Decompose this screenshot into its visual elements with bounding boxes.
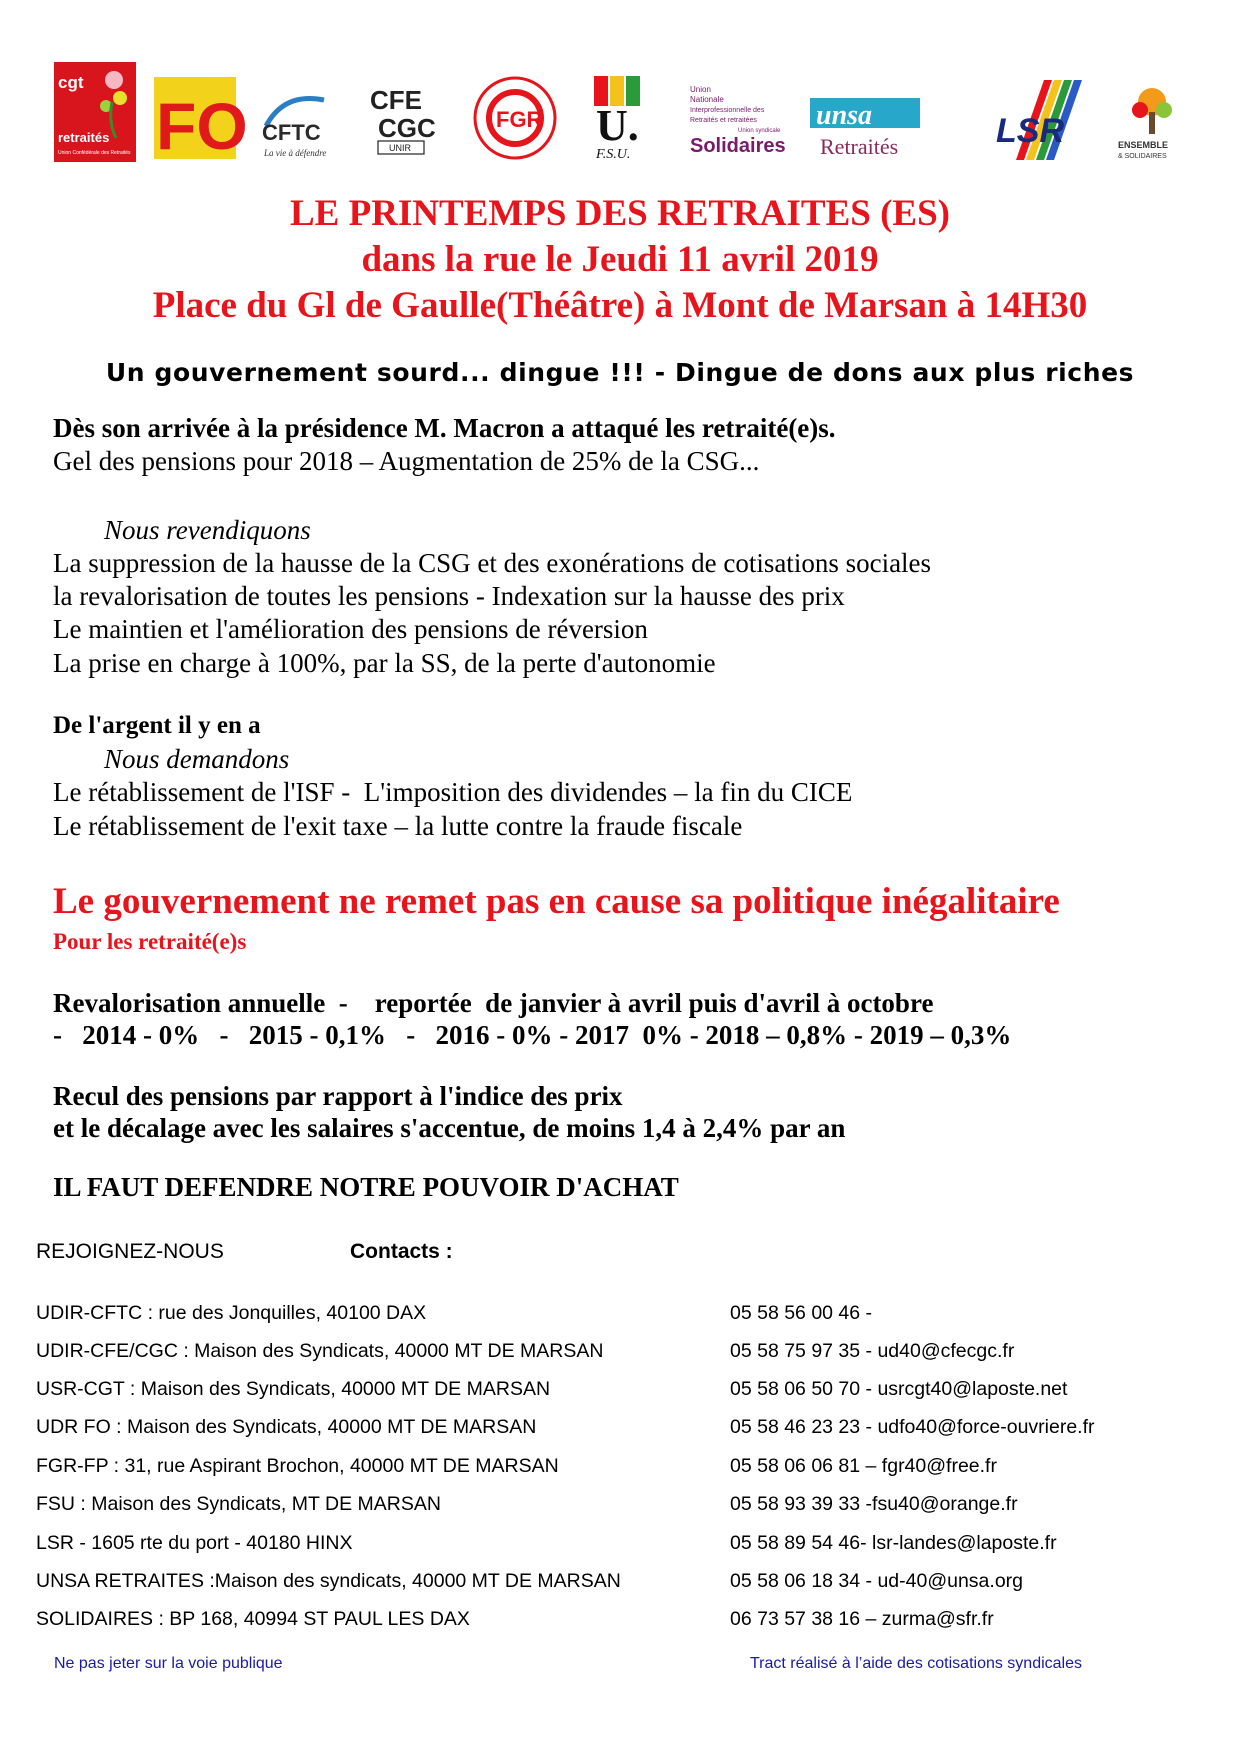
solidaires-line-2: Nationale — [690, 95, 724, 104]
contact-phone: 05 58 75 97 35 - ud40@cfecgc.fr — [730, 1340, 1015, 1362]
fo-logo — [152, 68, 248, 168]
cfe-text: CFE — [370, 85, 422, 115]
recul-line-2: et le décalage avec les salaires s'accentue, de moins 1,4 à 2,4% par an — [53, 1113, 846, 1143]
footer-left-note: Ne pas jeter sur la voie publique — [54, 1655, 283, 1672]
cftc-logo — [254, 76, 344, 176]
headline-line-2: dans la rue le Jeudi 11 avril 2019 — [361, 239, 879, 280]
contact-phone: 05 58 46 23 23 - udfo40@force-ouvriere.fr — [730, 1416, 1095, 1438]
revendiquons-item: Le maintien et l'amélioration des pensions de réversion — [53, 614, 648, 644]
contact-phone: 06 73 57 38 16 – zurma@sfr.fr — [730, 1608, 994, 1630]
politique-subheading: Pour les retraité(e)s — [53, 929, 247, 954]
demandons-item: Le rétablissement de l'ISF - L'imposition des dividendes – la fin du CICE — [53, 777, 853, 807]
unsa-logo — [810, 78, 920, 178]
cftc-text: CFTC — [262, 120, 321, 145]
cgt-text: cgt — [58, 73, 84, 92]
fsu-logo — [586, 68, 656, 168]
lsr-text: LSR — [996, 112, 1064, 150]
recul-line-1: Recul des pensions par rapport à l'indice des prix — [53, 1081, 623, 1111]
contact-address: UNSA RETRAITES :Maison des syndicats, 40000 MT DE MARSAN — [36, 1570, 621, 1592]
contact-address: SOLIDAIRES : BP 168, 40994 ST PAUL LES DAX — [36, 1608, 470, 1630]
demandons-heading: Nous demandons — [104, 744, 290, 774]
ensemble-text: ENSEMBLE — [1118, 140, 1169, 150]
solidaires-line-4: Retraités et retraitées — [690, 117, 757, 124]
contact-phone: 05 58 89 54 46- lsr-landes@laposte.fr — [730, 1532, 1057, 1554]
unsa-retraites-text: Retraités — [820, 134, 899, 159]
cgt-retraites-text: retraités — [58, 130, 110, 145]
cgt-small-text: Union Confédérale des Retraités — [58, 150, 131, 156]
footer-right-note: Tract réalisé à l’aide des cotisations syndicales — [750, 1655, 1083, 1672]
argent-bold-line: De l'argent il y en a — [53, 712, 261, 739]
unsa-text: unsa — [816, 100, 873, 131]
fsu-u-text: U. — [596, 101, 639, 150]
cftc-small-text: La vie à défendre — [264, 148, 327, 158]
contact-address: UDIR-CFTC : rue des Jonquilles, 40100 DAX — [36, 1302, 427, 1324]
contact-phone: 05 58 06 06 81 – fgr40@free.fr — [730, 1455, 997, 1477]
unir-text: UNIR — [389, 143, 411, 153]
revendiquons-item: La suppression de la hausse de la CSG et des exonérations de cotisations sociales — [53, 548, 932, 578]
contact-phone: 05 58 06 18 34 - ud-40@unsa.org — [730, 1570, 1024, 1592]
contact-phone: 05 58 93 39 33 -fsu40@orange.fr — [730, 1493, 1018, 1515]
contact-address: UDR FO : Maison des Syndicats, 40000 MT DE MARSAN — [36, 1416, 537, 1438]
politique-heading: Le gouvernement ne remet pas en cause sa politique inégalitaire — [53, 881, 1060, 922]
contact-address: UDIR-CFE/CGC : Maison des Syndicats, 40000 MT DE MARSAN — [36, 1340, 604, 1362]
contact-address: LSR - 1605 rte du port - 40180 HINX — [36, 1532, 353, 1554]
contact-phone: 05 58 06 50 70 - usrcgt40@laposte.net — [730, 1378, 1068, 1400]
headline-line-3: Place du Gl de Gaulle(Théâtre) à Mont de Marsan à 14H30 — [152, 285, 1088, 326]
cgc-text: CGC — [378, 113, 436, 143]
revendiquons-heading: Nous revendiquons — [104, 515, 311, 545]
demandons-item: Le rétablissement de l'exit taxe – la lutte contre la fraude fiscale — [53, 811, 743, 841]
cgt-retraites-logo — [54, 62, 136, 162]
solidaires-text: Solidaires — [690, 135, 786, 157]
contacts-label: Contacts : — [350, 1240, 453, 1263]
subtitle: Un gouvernement sourd... dingue !!! - Dingue de dons aux plus riches — [105, 358, 1135, 387]
ensemble-solidaires-logo — [1114, 70, 1190, 170]
cfe-cgc-logo — [364, 70, 440, 170]
union-logos-row — [48, 62, 1188, 172]
revendiquons-item: la revalorisation de toutes les pensions - Indexation sur la hausse des prix — [53, 581, 845, 611]
headline-line-1: LE PRINTEMPS DES RETRAITES (ES) — [290, 193, 950, 234]
slogan: IL FAUT DEFENDRE NOTRE POUVOIR D'ACHAT — [53, 1172, 679, 1202]
fgr-fp-logo — [470, 68, 560, 168]
ensemble-solidaires-text: & SOLIDAIRES — [1118, 153, 1167, 160]
revalorisation-line-2: - 2014 - 0% - 2015 - 0,1% - 2016 - 0% - 2017 0% - 2018 – 0,8% - 2019 – 0,3% — [53, 1020, 1012, 1050]
lsr-logo — [994, 70, 1084, 170]
rejoignez-label: REJOIGNEZ-NOUS — [36, 1240, 224, 1263]
solidaires-line-5: Union syndicale — [738, 128, 781, 134]
revalorisation-line-1: Revalorisation annuelle - reportée de janvier à avril puis d'avril à octobre — [53, 988, 934, 1018]
contact-phone: 05 58 56 00 46 - — [730, 1302, 873, 1324]
contact-address: FSU : Maison des Syndicats, MT DE MARSAN — [36, 1493, 441, 1515]
contact-address: USR-CGT : Maison des Syndicats, 40000 MT DE MARSAN — [36, 1378, 551, 1400]
fgr-text: FGR — [496, 107, 543, 132]
solidaires-line-3: Interprofessionnelle des — [690, 107, 765, 114]
fsu-text: F.S.U. — [596, 147, 631, 162]
solidaires-line-1: Union — [690, 85, 711, 94]
fo-text: FO — [156, 89, 248, 163]
intro-bold-line: Dès son arrivée à la présidence M. Macron a attaqué les retraité(e)s. — [53, 413, 836, 443]
intro-line: Gel des pensions pour 2018 – Augmentation de 25% de la CSG... — [53, 446, 760, 476]
contact-address: FGR-FP : 31, rue Aspirant Brochon, 40000 MT DE MARSAN — [36, 1455, 559, 1477]
revendiquons-item: La prise en charge à 100%, par la SS, de la perte d'autonomie — [53, 648, 716, 678]
solidaires-logo — [688, 72, 786, 172]
